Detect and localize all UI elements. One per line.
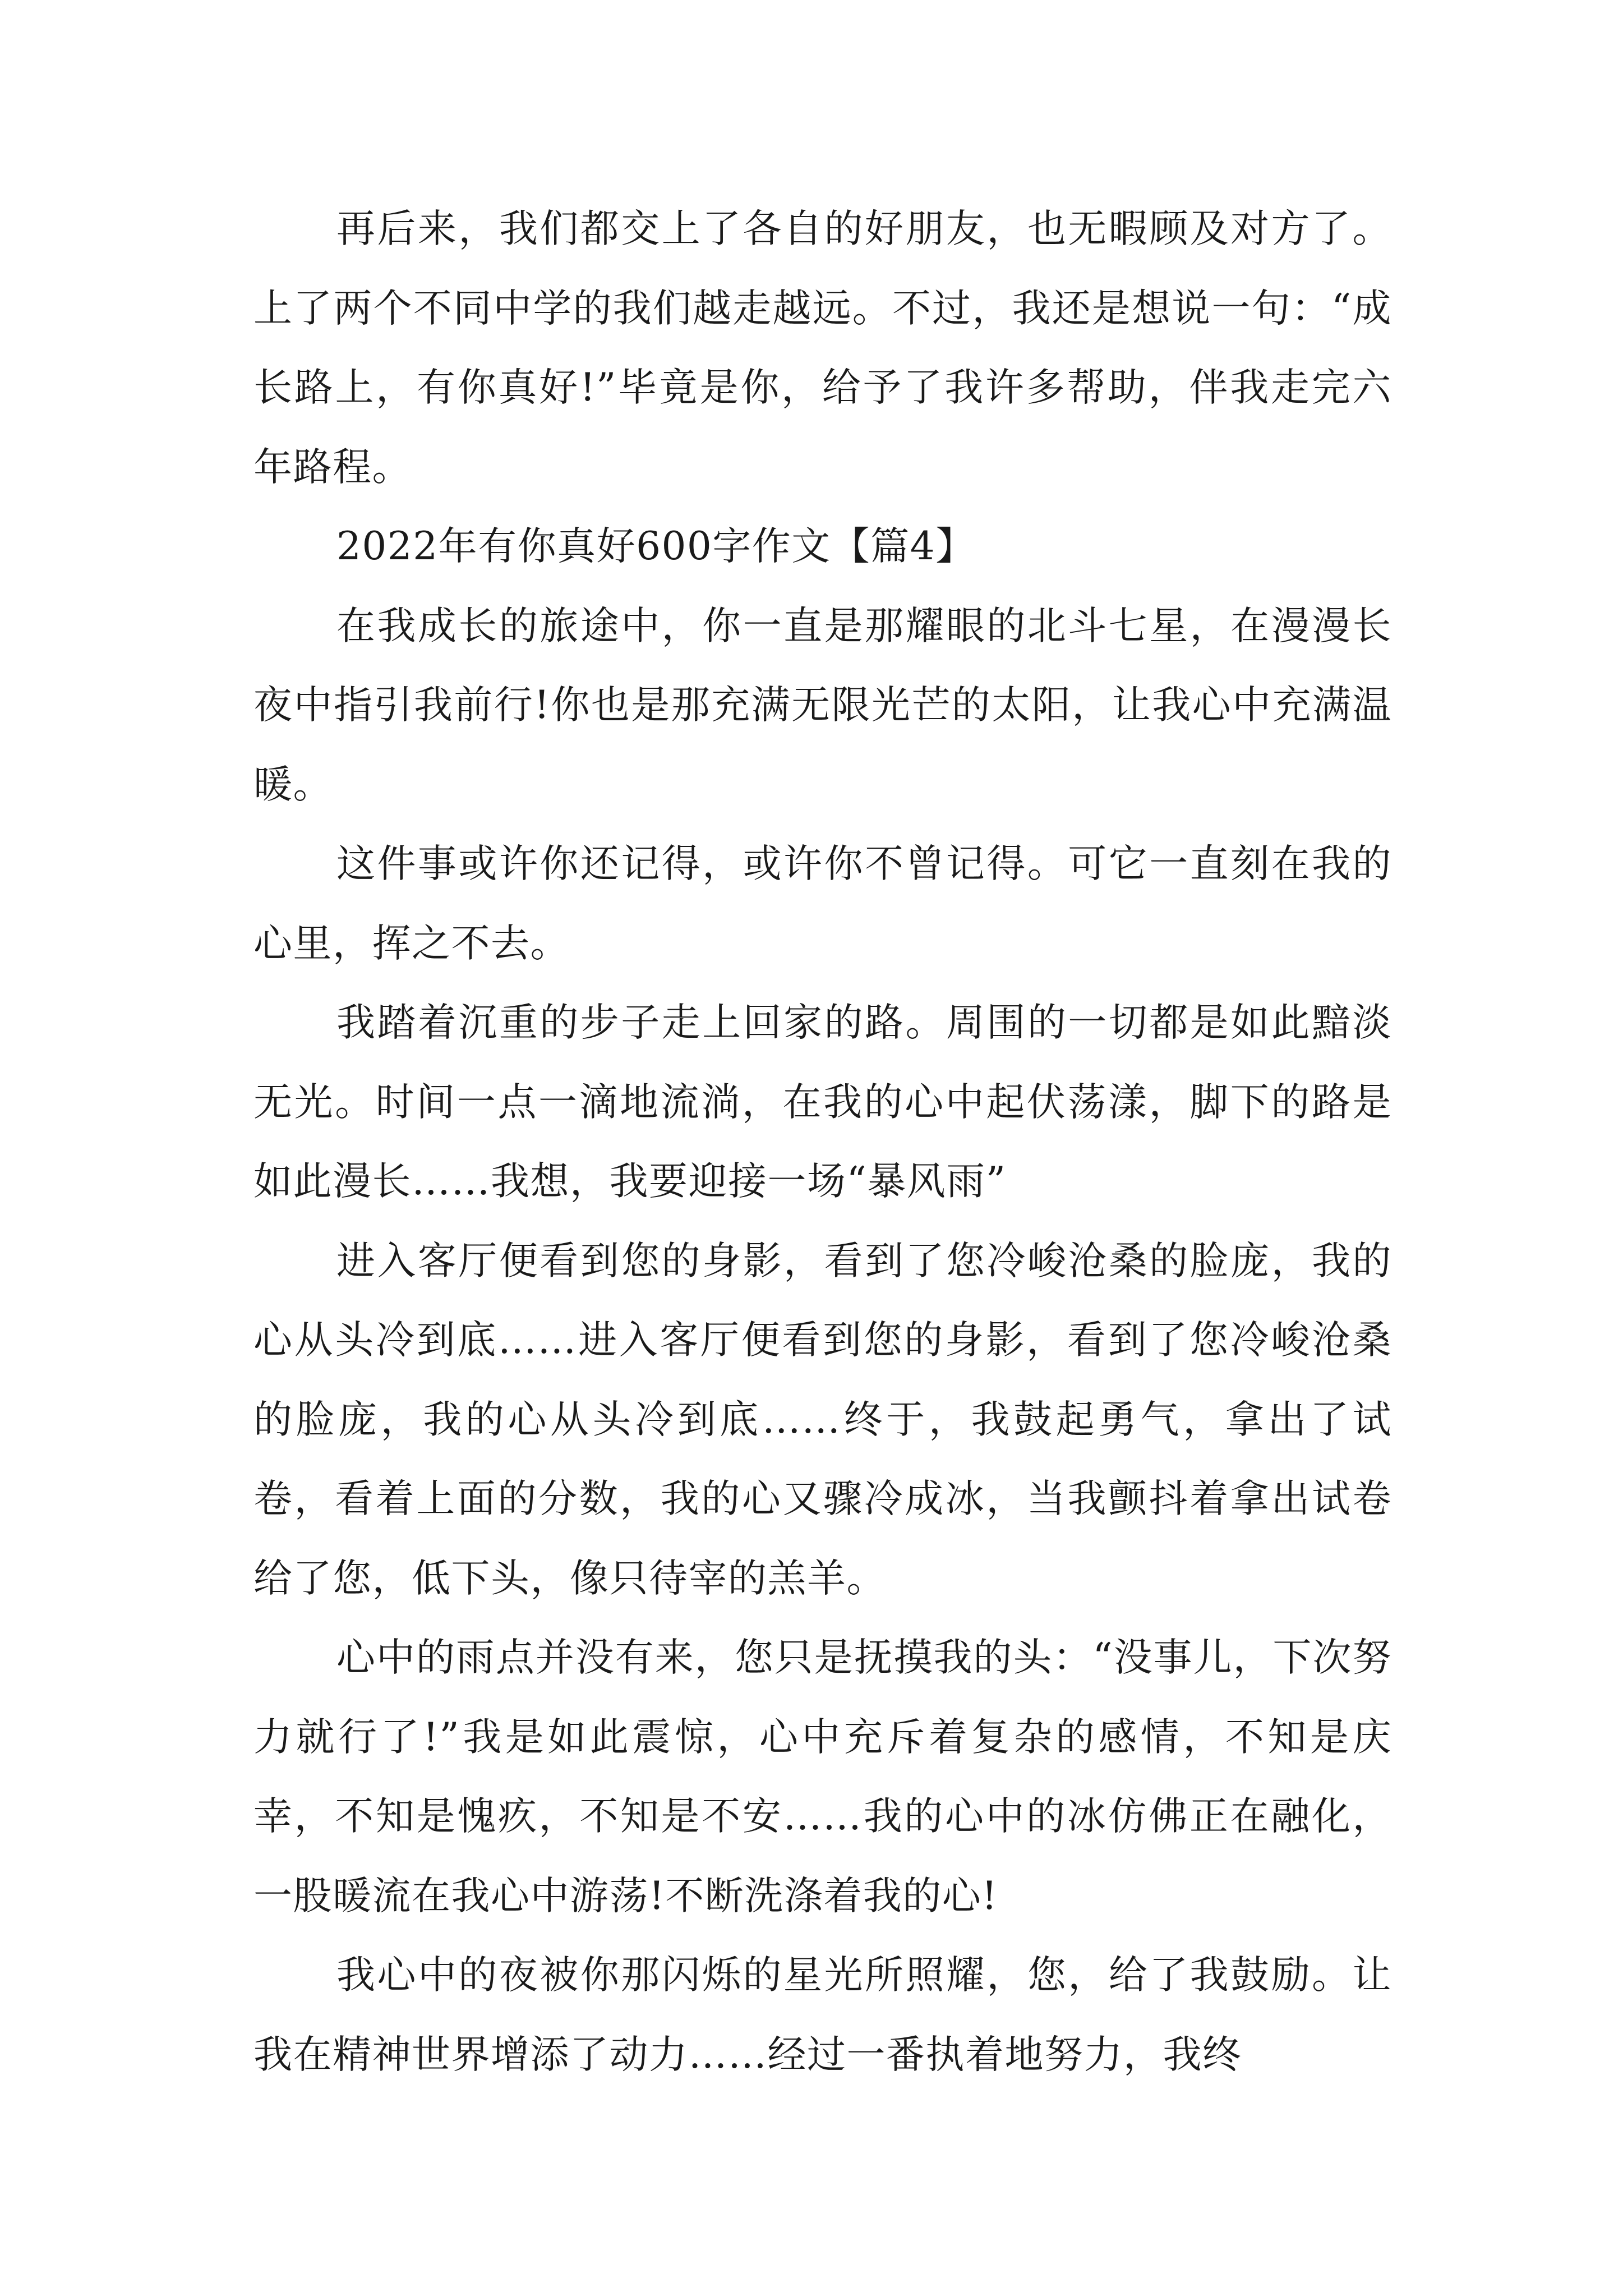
document-body xyxy=(253,190,1392,2095)
paragraph-3: 这件事或许你还记得，或许你不曾记得。可它一直刻在我的心里，挥之不去。 xyxy=(253,841,1392,966)
paragraph-7: 我心中的夜被你那闪烁的星光所照耀，您，给了我鼓励。让我在精神世界增添了动力……经过一番执着地努力，我终 xyxy=(253,1953,1392,2077)
section-heading: 2022年有你真好600字作文【篇4】 xyxy=(336,524,975,569)
paragraph-2: 在我成长的旅途中，你一直是那耀眼的北斗七星，在漫漫长夜中指引我前行!你也是那充满无限光芒的太阳，让我心中充满温暖。 xyxy=(253,603,1392,807)
paragraph-1: 再后来，我们都交上了各自的好朋友，也无暇顾及对方了。上了两个不同中学的我们越走越远。不过，我还是想说一句：“成长路上，有你真好!”毕竟是你，给予了我许多帮助，伴我走完六年路程。 xyxy=(253,206,1392,490)
paragraph-5: 进入客厅便看到您的身影，看到了您冷峻沧桑的脸庞，我的心从头冷到底……进入客厅便看到您的身影，看到了您冷峻沧桑的脸庞，我的心从头冷到底……终于，我鼓起勇气，拿出了试卷，看着上面的分数，我的心又骤冷成冰，当我颤抖着拿出试卷给了您，低下头，像只待宰的羔羊。 xyxy=(253,1238,1392,1601)
paragraph-4: 我踏着沉重的步子走上回家的路。周围的一切都是如此黯淡无光。时间一点一滴地流淌，在我的心中起伏荡漾，脚下的路是如此漫长……我想，我要迎接一场“暴风雨” xyxy=(253,1000,1392,1204)
paragraph-6: 心中的雨点并没有来，您只是抚摸我的头：“没事儿，下次努力就行了!”我是如此震惊，心中充斥着复杂的感情，不知是庆幸，不知是愧疚，不知是不安……我的心中的冰仿佛正在融化，一股暖流在我心中游荡!不断洗涤着我的心! xyxy=(253,1635,1392,1918)
